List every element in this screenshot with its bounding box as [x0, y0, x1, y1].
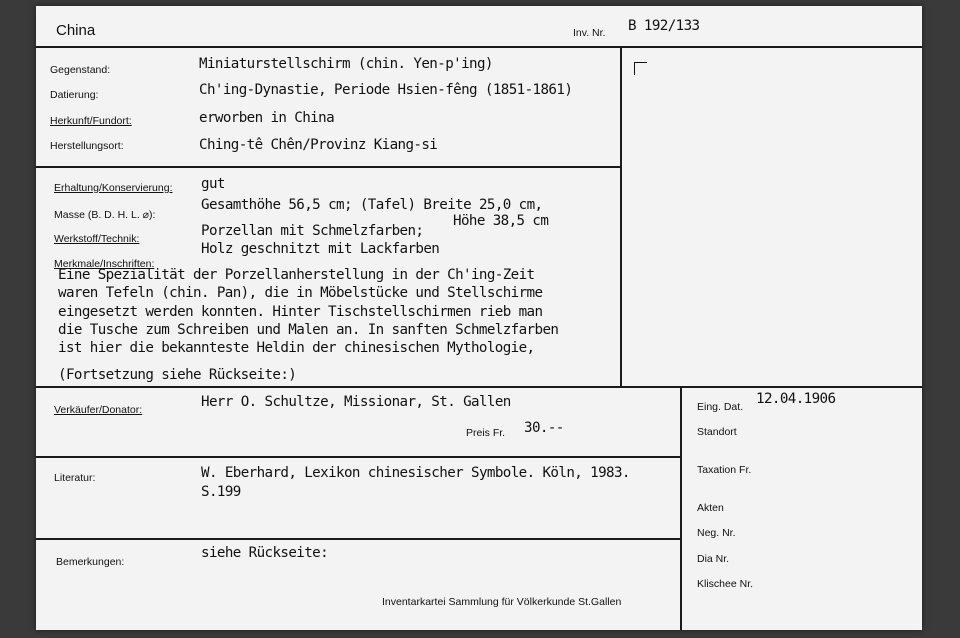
- inventory-card: [36, 6, 922, 630]
- merkmale-line-1: Eine Spezialität der Porzellanherstellung in der Ch'ing-Zeit: [58, 267, 535, 283]
- masse-label: Masse (B. D. H. L. ⌀):: [54, 209, 156, 221]
- verkaeufer-value: Herr O. Schultze, Missionar, St. Gallen: [201, 394, 511, 410]
- werkstoff-value-line1: Porzellan mit Schmelzfarben;: [201, 223, 424, 239]
- footer-caption: Inventarkartei Sammlung für Völkerkunde St.Gallen: [382, 596, 622, 608]
- eing-dat-value: 12.04.1906: [756, 391, 836, 407]
- eing-dat-label: Eing. Dat.: [697, 401, 744, 413]
- verkaeufer-label: Verkäufer/Donator:: [54, 404, 143, 416]
- herkunft-label: Herkunft/Fundort:: [50, 115, 132, 127]
- preis-value: 30.--: [524, 420, 564, 436]
- gegenstand-label: Gegenstand:: [50, 64, 111, 76]
- standort-label: Standort: [697, 426, 737, 438]
- country-heading: China: [56, 22, 96, 39]
- literatur-value-line2: S.199: [201, 484, 241, 500]
- rule-bottom-right: [680, 386, 682, 630]
- merkmale-line-4: die Tusche zum Schreiben und Malen an. In sanften Schmelzfarben: [58, 322, 559, 338]
- inv-nr-value: B 192/133: [628, 18, 700, 34]
- rule-section-3: [36, 456, 682, 458]
- masse-value-line1: Gesamthöhe 56,5 cm; (Tafel) Breite 25,0 cm,: [201, 197, 543, 213]
- merkmale-line-5: ist hier die bekannteste Heldin der chinesischen Mythologie,: [58, 340, 535, 356]
- corner-mark-icon: [634, 62, 647, 75]
- erhaltung-label: Erhaltung/Konservierung:: [54, 182, 173, 194]
- inv-nr-label: Inv. Nr.: [573, 27, 606, 39]
- preis-label: Preis Fr.: [466, 427, 506, 439]
- rule-right-panel: [620, 46, 622, 388]
- herstellungsort-label: Herstellungsort:: [50, 140, 124, 152]
- akten-label: Akten: [697, 502, 724, 514]
- rule-section-2: [36, 386, 922, 388]
- dia-nr-label: Dia Nr.: [697, 553, 730, 565]
- merkmale-label: Merkmale/Inschriften:: [54, 258, 155, 270]
- fortsetzung-note: (Fortsetzung siehe Rückseite:): [58, 367, 297, 383]
- masse-value-line2: Höhe 38,5 cm: [453, 213, 549, 229]
- herkunft-value: erworben in China: [199, 110, 335, 126]
- rule-top: [36, 46, 922, 48]
- datierung-value: Ch'ing-Dynastie, Periode Hsien-fêng (1851-1861): [199, 82, 573, 98]
- werkstoff-value-line2: Holz geschnitzt mit Lackfarben: [201, 241, 440, 257]
- merkmale-line-3: eingesetzt werden konnten. Hinter Tischstellschirmen rieb man: [58, 304, 543, 320]
- bemerkungen-value: siehe Rückseite:: [201, 545, 329, 561]
- herstellungsort-value: Ching-tê Chên/Provinz Kiang-si: [199, 137, 438, 153]
- erhaltung-value: gut: [201, 176, 225, 192]
- klischee-nr-label: Klischee Nr.: [697, 578, 754, 590]
- gegenstand-value: Miniaturstellschirm (chin. Yen-p'ing): [199, 56, 493, 72]
- werkstoff-label: Werkstoff/Technik:: [54, 233, 140, 245]
- datierung-label: Datierung:: [50, 89, 99, 101]
- neg-nr-label: Neg. Nr.: [697, 527, 736, 539]
- rule-section-4: [36, 538, 682, 540]
- literatur-label: Literatur:: [54, 472, 96, 484]
- taxation-label: Taxation Fr.: [697, 464, 752, 476]
- bemerkungen-label: Bemerkungen:: [56, 556, 125, 568]
- literatur-value-line1: W. Eberhard, Lexikon chinesischer Symbole. Köln, 1983.: [201, 465, 630, 481]
- merkmale-line-2: waren Tefeln (chin. Pan), die in Möbelstücke und Stellschirme: [58, 285, 543, 301]
- rule-section-1: [36, 166, 622, 168]
